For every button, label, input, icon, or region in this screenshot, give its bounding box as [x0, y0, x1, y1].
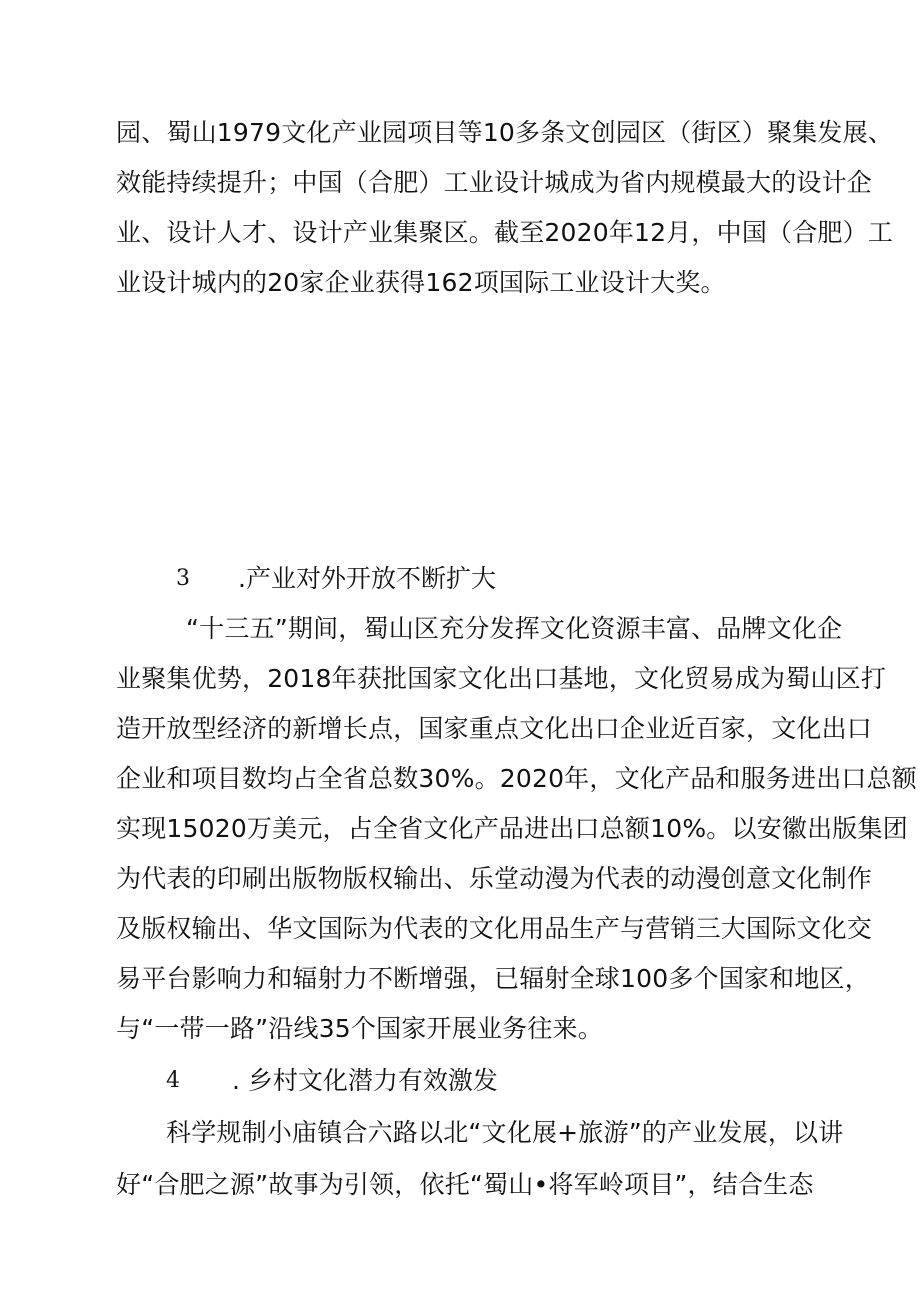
paragraph-line: 与“一带一路”沿线35个国家开展业务往来。 [116, 1014, 603, 1043]
paragraph-line: 及版权输出、华文国际为代表的文化用品生产与营销三大国际文化交 [116, 914, 873, 943]
paragraph-line: 业、设计人才、设计产业集聚区。截至2020年12月，中国（合肥）工 [116, 218, 894, 247]
paragraph-line: 实现15020万美元，占全省文化产品进出口总额10%。以安徽出版集团 [116, 814, 908, 843]
paragraph-line: 园、蜀山1979文化产业园项目等10多条文创园区（街区）聚集发展、 [116, 118, 894, 147]
paragraph-line: 为代表的印刷出版物版权输出、乐堂动漫为代表的动漫创意文化制作 [116, 864, 873, 893]
section-4-number: 4 [166, 1068, 180, 1093]
paragraph-line: 科学规制小庙镇合六路以北“文化展+旅游”的产业发展，以讲 [166, 1118, 844, 1147]
paragraph-line: “十三五”期间，蜀山区充分发挥文化资源丰富、品牌文化企 [186, 614, 843, 643]
paragraph-line: 业设计城内的20家企业获得162项国际工业设计大奖。 [116, 268, 726, 297]
paragraph-line: 造开放型经济的新增长点，国家重点文化出口企业近百家，文化出口 [116, 714, 873, 743]
paragraph-line: 企业和项目数均占全省总数30%。2020年，文化产品和服务进出口总额 [116, 764, 917, 793]
paragraph-line: 易平台影响力和辐射力不断增强，已辐射全球100多个国家和地区， [116, 964, 870, 993]
paragraph-line: 效能持续提升；中国（合肥）工业设计城成为省内规模最大的设计企 [116, 168, 873, 197]
paragraph-line: 业聚集优势，2018年获批国家文化出口基地，文化贸易成为蜀山区打 [116, 664, 887, 693]
section-4-title: . 乡村文化潜力有效激发 [232, 1066, 498, 1095]
section-3-number: 3 [176, 566, 190, 591]
section-3-title: .产业对外开放不断扩大 [238, 564, 496, 593]
paragraph-line: 好“合肥之源”故事为引领，依托“蜀山•将军岭项目”，结合生态 [116, 1170, 814, 1199]
